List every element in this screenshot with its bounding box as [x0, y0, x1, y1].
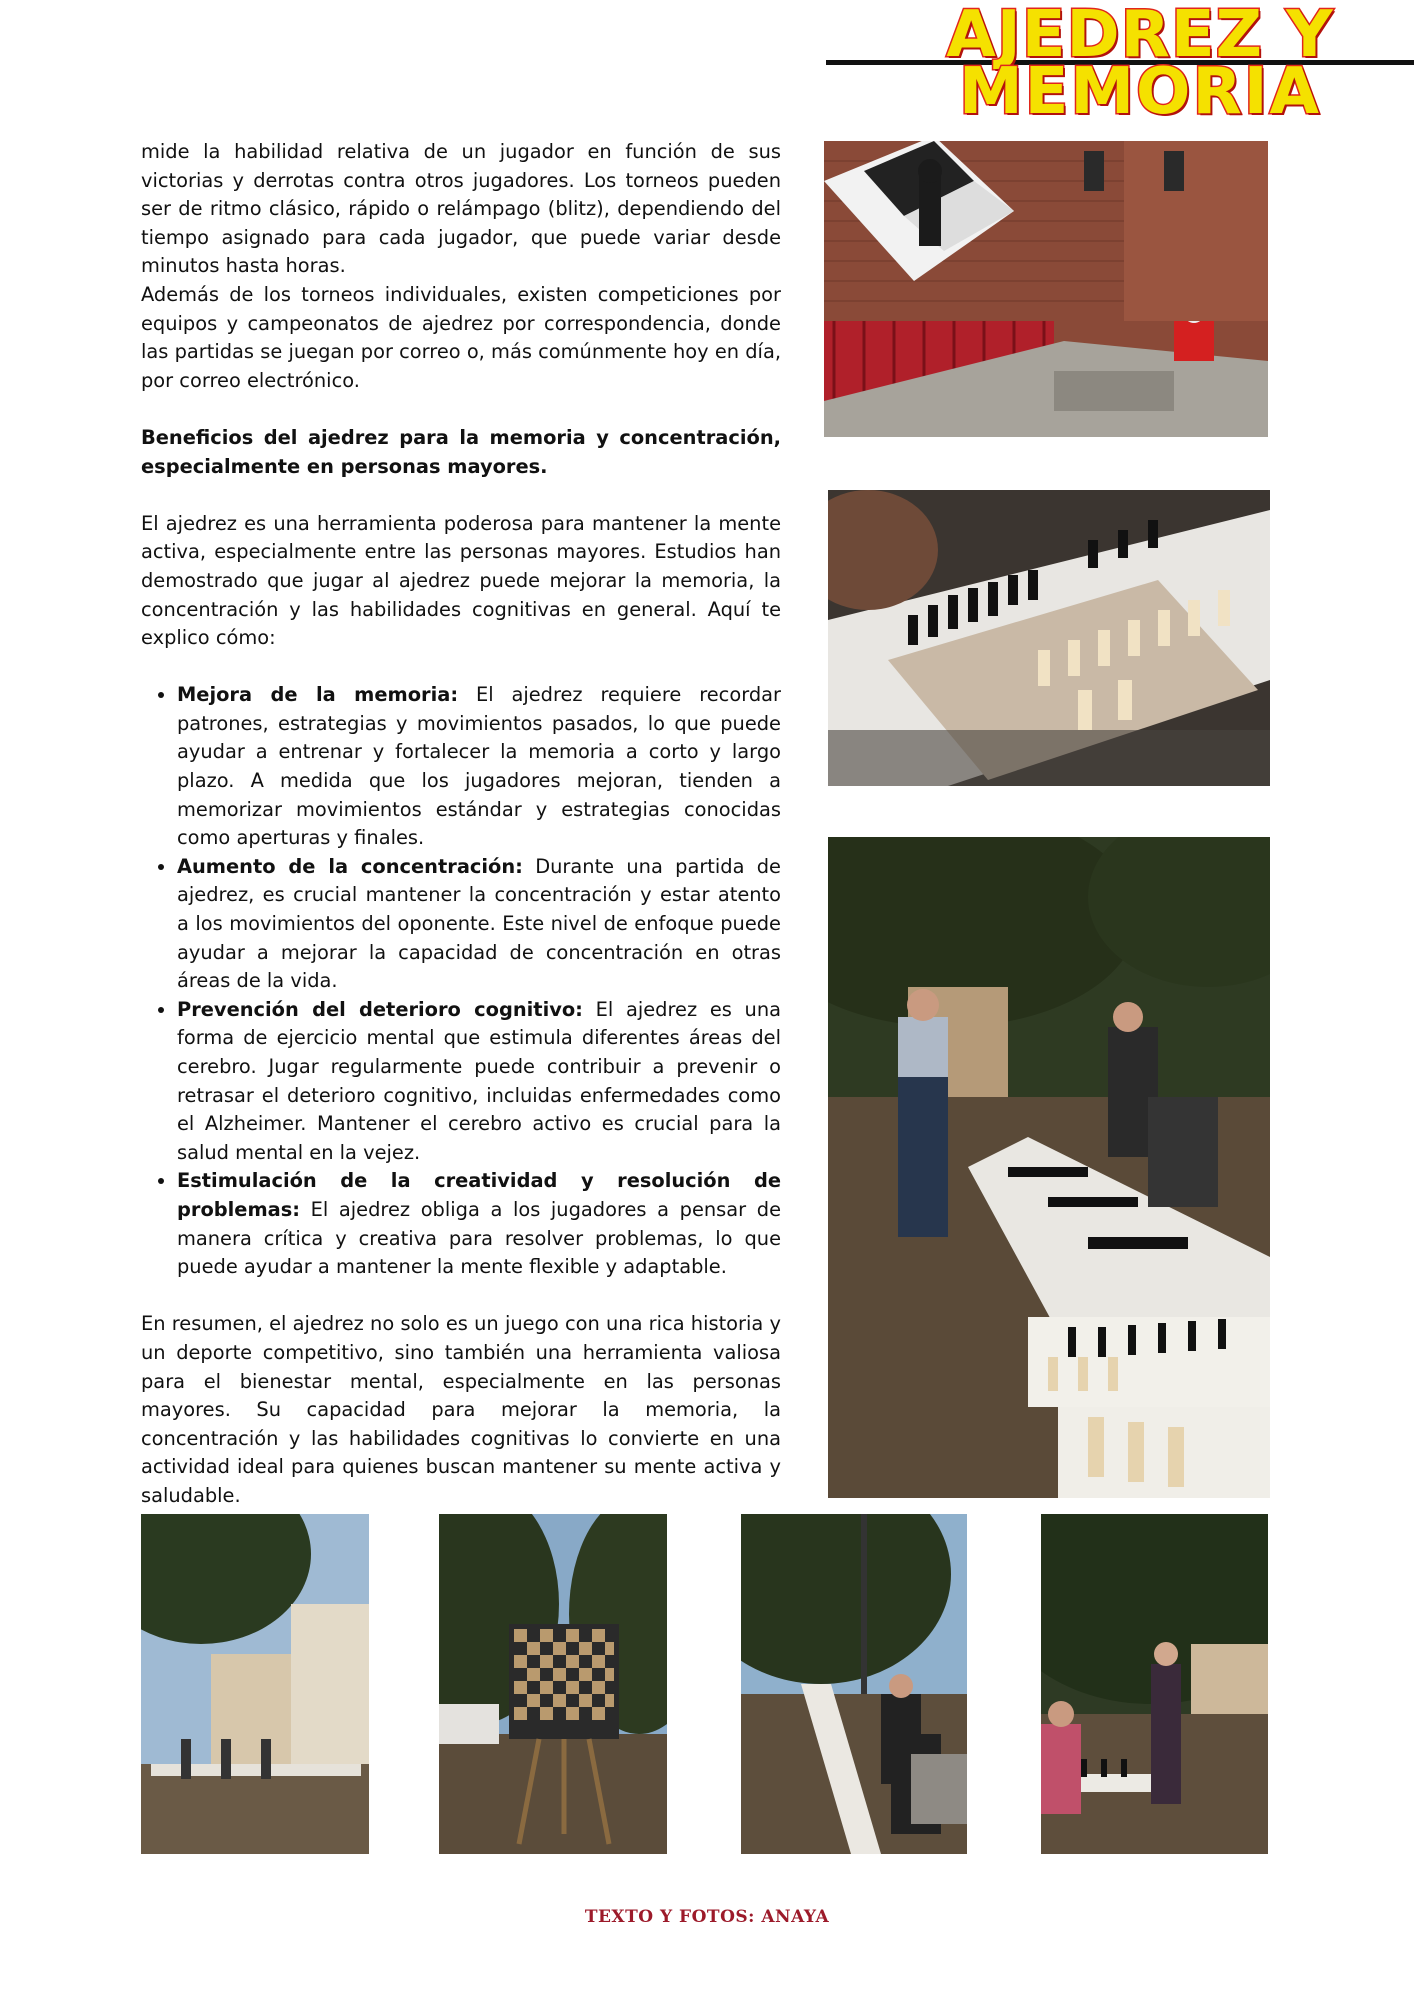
photo-demo-board: [439, 1514, 667, 1854]
paragraph: mide la habilidad relativa de un jugador en función de sus victorias y derrotas contra otros jugadores. Los torneos pueden ser de ritmo clásico, rápido o relámpago (blitz), dependiendo del tiempo asignado para cada jugador, que puede variar desde minutos hasta horas.: [141, 140, 781, 278]
paragraph: En resumen, el ajedrez no solo es un juego con una rica historia y un deporte competitivo, sino también una herramienta valiosa para el bienestar mental, especialmente en las personas mayores. Su capacidad para mejorar la memoria, la concentración y las habilidades cognitivas lo convierte en una actividad ideal para quienes buscan mantener su mente activa y saludable.: [141, 1312, 781, 1507]
list-item: • Estimulación de la creatividad y resolución de problemas: El ajedrez obliga a los jugadores a pensar de manera crítica y creativa para resolver problemas, lo que puede ayudar a mantener la mente flexible y adaptable.: [177, 1167, 781, 1281]
photo-credit: TEXTO Y FOTOS: ANAYA: [584, 1907, 830, 1927]
photo-tables-under-trees: [1041, 1514, 1268, 1854]
paragraph: El ajedrez es una herramienta poderosa para mantener la mente activa, especialmente entre las personas mayores. Estudios han demostrado que jugar al ajedrez puede mejorar la memoria, la concentración y las habilidades cognitivas en general. Aquí te explico cómo:: [141, 511, 781, 650]
list-item: • Prevención del deterioro cognitivo: El ajedrez es una forma de ejercicio mental que estimula diferentes áreas del cerebro. Jugar regularmente puede contribuir a prevenir o retrasar el deterioro cognitivo, incluidas enfermedades como el Alzheimer. Mantener el cerebro activo es crucial para la salud mental en la vejez.: [177, 996, 781, 1168]
photo-players-row: [741, 1514, 967, 1854]
photo-simultaneous-exhibition: [828, 837, 1270, 1498]
photo-chess-boards-closeup: [828, 490, 1270, 786]
title-line-1: AJEDREZ Y: [946, 0, 1334, 72]
article-body: [141, 138, 781, 1511]
benefits-list: [141, 681, 781, 1281]
page-title: [930, 0, 1350, 129]
section-heading: Beneficios del ajedrez para la memoria y concentración, especialmente en personas mayores.: [141, 425, 781, 478]
photo-chess-mural-wall: [824, 141, 1268, 437]
list-item: • Aumento de la concentración: Durante una partida de ajedrez, es crucial mantener la concentración y estar atento a los movimientos del oponente. Este nivel de enfoque puede ayudar a mejorar la capacidad de concentración en otras áreas de la vida.: [177, 853, 781, 996]
paragraph: Además de los torneos individuales, existen competiciones por equipos y campeonatos de ajedrez por correspondencia, donde las partidas se juegan por correo o, más comúnmente hoy en día, por correo electrónico.: [141, 282, 781, 392]
photo-square-buildings: [141, 1514, 369, 1854]
list-item: • Mejora de la memoria: El ajedrez requiere recordar patrones, estrategias y movimientos pasados, lo que puede ayudar a entrenar y fortalecer la memoria a corto y largo plazo. A medida que los jugadores mejoran, tienden a memorizar movimientos estándar y estrategias conocidas como aperturas y finales.: [177, 681, 781, 853]
title-line-2: MEMORIA: [958, 55, 1322, 129]
